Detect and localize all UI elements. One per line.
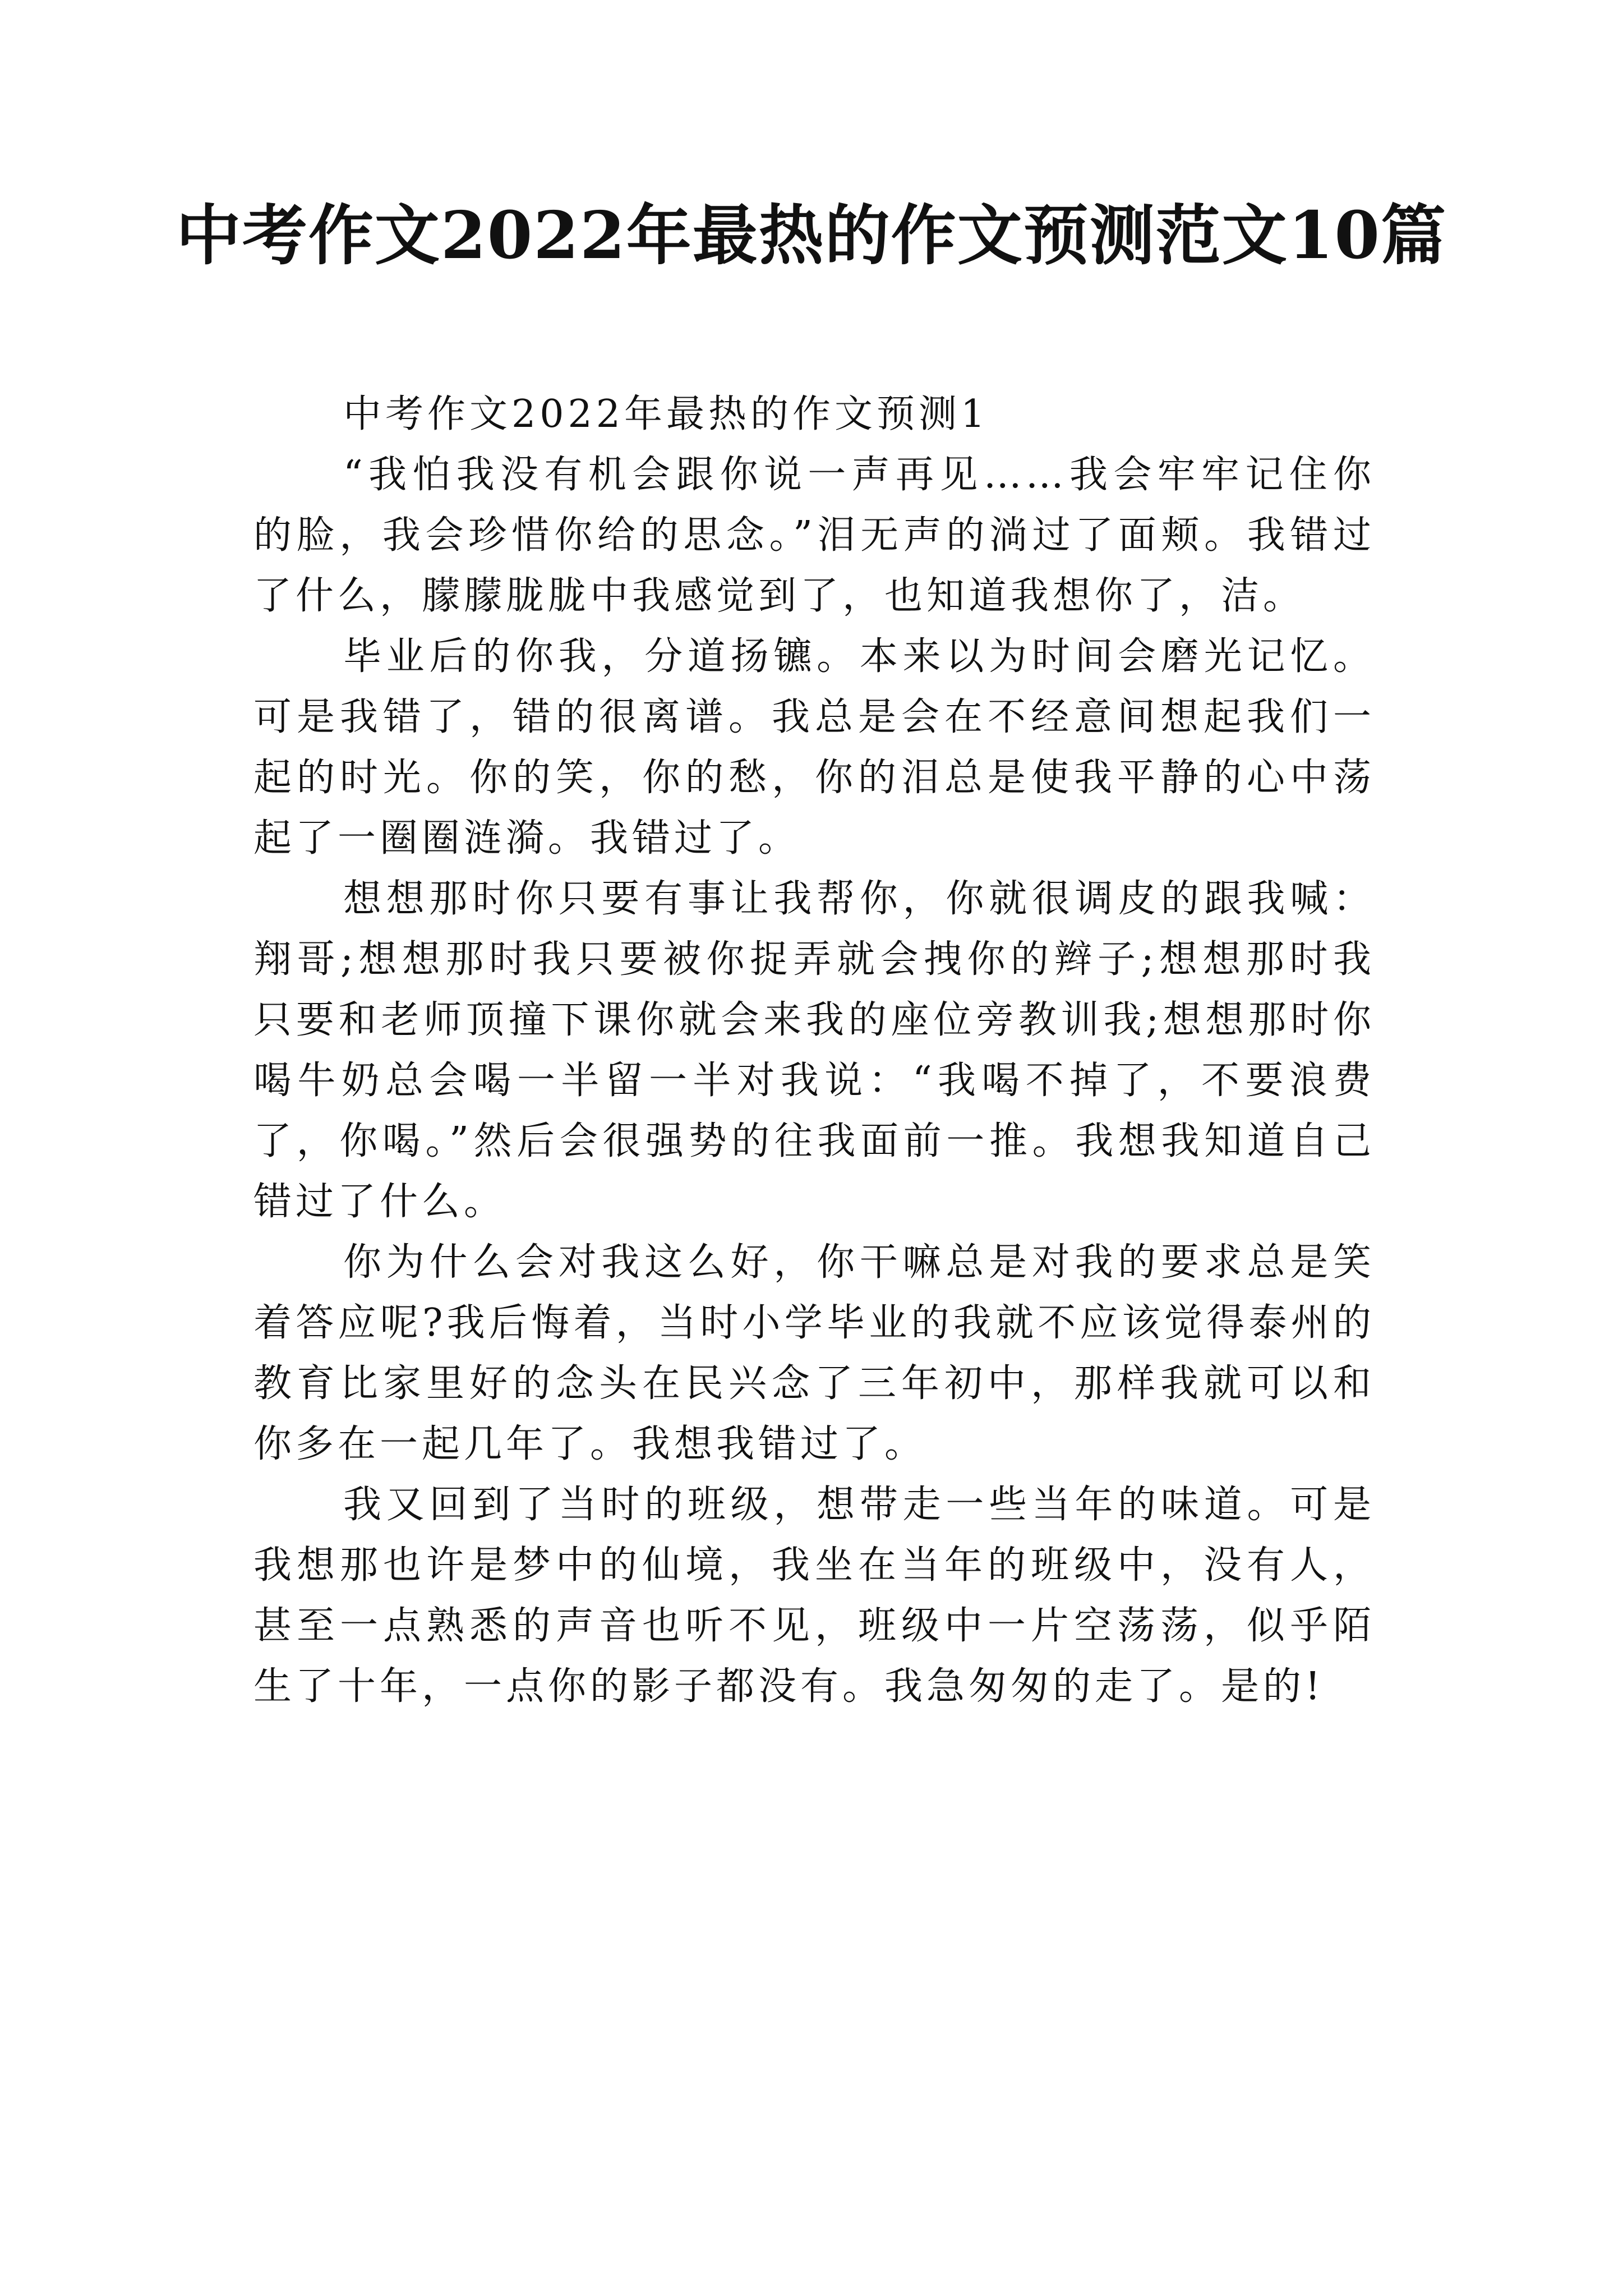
- paragraph: 想想那时你只要有事让我帮你，你就很调皮的跟我喊：翔哥;想想那时我只要被你捉弄就会拽你的辫子;想想那时我只要和老师顶撞下课你就会来我的座位旁教训我;想想那时你喝牛奶总会喝一半留一半对我说：“我喝不掉了，不要浪费了，你喝。”然后会很强势的往我面前一推。我想我知道自己错过了什么。: [253, 877, 1375, 1224]
- paragraph: 你为什么会对我这么好，你干嘛总是对我的要求总是笑着答应呢?我后悔着，当时小学毕业的我就不应该觉得泰州的教育比家里好的念头在民兴念了三年初中，那样我就可以和你多在一起几年了。我想我错过了。: [253, 1240, 1375, 1466]
- document-body: [253, 384, 1375, 1717]
- document-title: 中考作文2022年最热的作文预测范文10篇: [176, 197, 1447, 274]
- section-heading: 中考作文2022年最热的作文预测1: [343, 392, 989, 436]
- paragraph: 毕业后的你我，分道扬镳。本来以为时间会磨光记忆。可是我错了，错的很离谱。我总是会在不经意间想起我们一起的时光。你的笑，你的愁，你的泪总是使我平静的心中荡起了一圈圈涟漪。我错过了。: [253, 634, 1375, 861]
- paragraph: 我又回到了当时的班级，想带走一些当年的味道。可是我想那也许是梦中的仙境，我坐在当年的班级中，没有人，甚至一点熟悉的声音也听不见，班级中一片空荡荡，似乎陌生了十年，一点你的影子都没有。我急匆匆的走了。是的!: [253, 1483, 1375, 1709]
- paragraph: “我怕我没有机会跟你说一声再见……我会牢牢记住你的脸，我会珍惜你给的思念。”泪无声的淌过了面颊。我错过了什么，朦朦胧胧中我感觉到了，也知道我想你了，洁。: [253, 453, 1375, 618]
